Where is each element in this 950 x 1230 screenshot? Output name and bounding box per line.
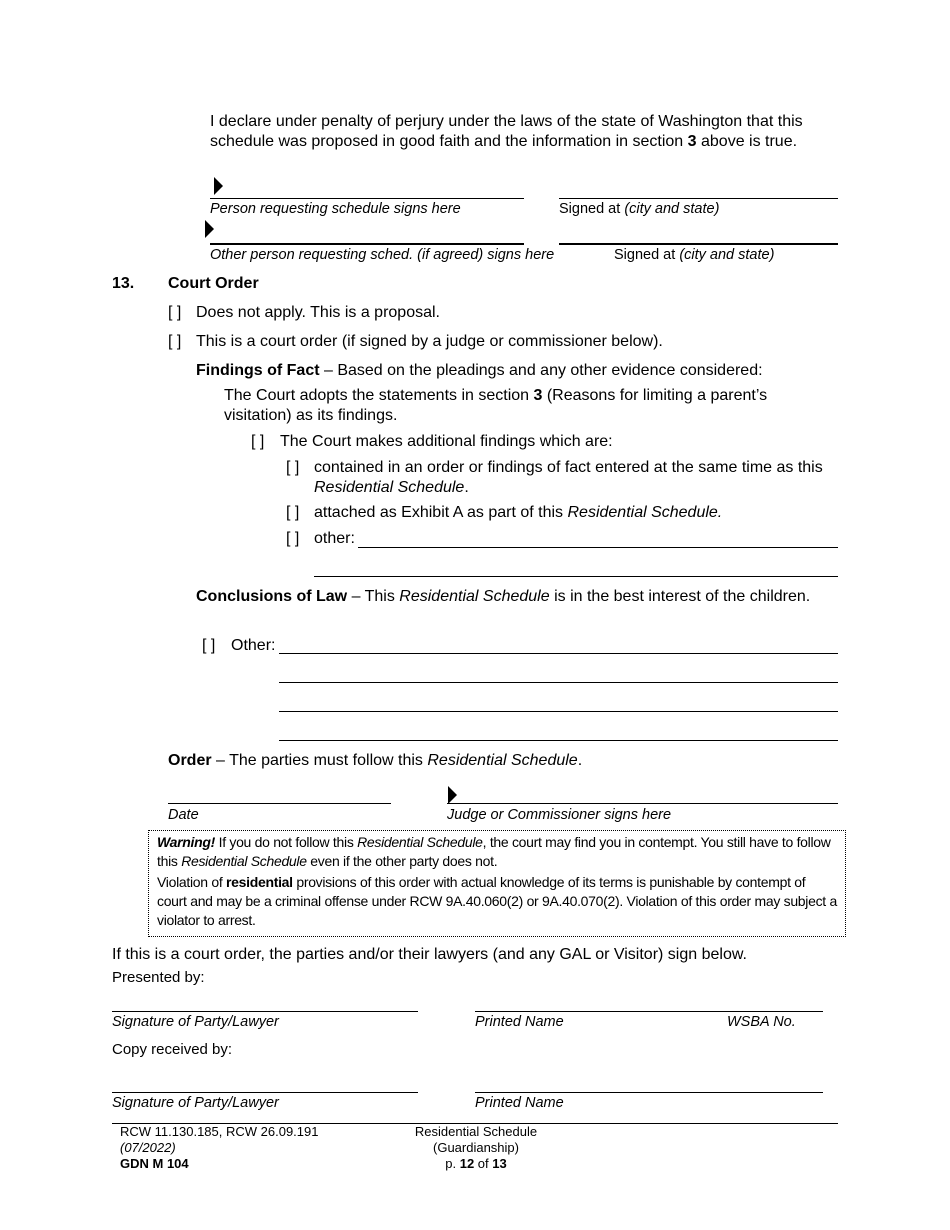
- declaration-text: I declare under penalty of perjury under the laws of the state of Washington that this schedule was proposed in good faith and the information in section 3 above is true.: [210, 113, 803, 150]
- other-signature-line[interactable]: [210, 243, 524, 245]
- checkbox-additional[interactable]: [ ]: [251, 433, 265, 450]
- option-court-order: This is a court order (if signed by a judge or commissioner below).: [196, 333, 663, 350]
- conclusions-line-2[interactable]: [279, 682, 838, 683]
- court-order-intro: If this is a court order, the parties and/or their lawyers (and any GAL or Visitor) sign below.: [112, 946, 747, 963]
- signed-at-line-2[interactable]: [559, 243, 838, 245]
- additional-findings: The Court makes additional findings which are:: [280, 433, 613, 450]
- wsba-label: WSBA No.: [727, 1014, 796, 1030]
- signed-at-label-2: Signed at (city and state): [614, 247, 775, 263]
- warning-violation: Violation of residential provisions of this order with actual knowledge of its terms is punishable by contempt of court and may be a criminal offense under RCW 9A.40.060(2) or 9A.40.070(2). Violation of this order may subject a violator to arrest.: [157, 874, 837, 928]
- judge-sign-arrow-icon: [448, 786, 457, 804]
- checkbox-other[interactable]: [ ]: [286, 530, 300, 547]
- footer-form-number: GDN M 104: [120, 1156, 189, 1171]
- option-contained: contained in an order or findings of fact entered at the same time as this Residential Schedule.: [314, 459, 823, 496]
- option-other-label: other:: [314, 530, 355, 547]
- party-signature-label-2: Signature of Party/Lawyer: [112, 1095, 279, 1111]
- conclusions-line-1[interactable]: [279, 653, 838, 654]
- checkbox-other-conclusions[interactable]: [ ]: [202, 637, 216, 654]
- printed-name-line-2[interactable]: [475, 1092, 823, 1093]
- conclusions-line-4[interactable]: [279, 740, 838, 741]
- section-title: Court Order: [168, 275, 259, 292]
- party-signature-line-2[interactable]: [112, 1092, 418, 1093]
- date-line[interactable]: [168, 803, 391, 804]
- signed-at-line-1[interactable]: [559, 198, 838, 199]
- copy-received-by: Copy received by:: [112, 1041, 233, 1058]
- checkbox-contained[interactable]: [ ]: [286, 459, 300, 476]
- signed-at-label-1: Signed at (city and state): [559, 201, 720, 217]
- footer-left: [120, 1124, 318, 1172]
- checkbox-not-apply[interactable]: [ ]: [168, 304, 182, 321]
- other-conclusions-label: Other:: [231, 637, 276, 654]
- judge-signature-line[interactable]: [447, 803, 838, 804]
- judge-signature-label: Judge or Commissioner signs here: [447, 807, 672, 823]
- person-signature-line[interactable]: [210, 198, 524, 199]
- person-signature-label: Person requesting schedule signs here: [210, 201, 461, 217]
- footer-page: p. 12 of 13: [445, 1156, 507, 1171]
- checkbox-court-order[interactable]: [ ]: [168, 333, 182, 350]
- party-signature-label-1: Signature of Party/Lawyer: [112, 1014, 279, 1030]
- footer-title: Residential Schedule: [414, 1124, 538, 1139]
- warning-contempt: Warning! If you do not follow this Residential Schedule, the court may find you in contempt. You still have to follow this Residential Schedule even if the other party does not.: [157, 834, 831, 869]
- printed-name-label-1: Printed Name: [475, 1014, 564, 1030]
- presented-by: Presented by:: [112, 969, 205, 986]
- option-not-apply: Does not apply. This is a proposal.: [196, 304, 440, 321]
- order-statement: Order – The parties must follow this Residential Schedule.: [168, 752, 583, 769]
- footer-subtitle: (Guardianship): [433, 1140, 519, 1155]
- sign-here-arrow-icon-2: [205, 220, 214, 238]
- findings-heading: Findings of Fact – Based on the pleadings and any other evidence considered:: [196, 362, 763, 379]
- printed-name-label-2: Printed Name: [475, 1095, 564, 1111]
- conclusions-line-3[interactable]: [279, 711, 838, 712]
- date-label: Date: [168, 807, 199, 823]
- printed-name-line-1[interactable]: [475, 1011, 823, 1012]
- warning-box: [148, 830, 846, 937]
- section-number: 13.: [112, 275, 135, 292]
- party-signature-line-1[interactable]: [112, 1011, 418, 1012]
- other-line-2[interactable]: [314, 576, 838, 577]
- sign-here-arrow-icon: [214, 177, 223, 195]
- other-line-1[interactable]: [358, 547, 838, 548]
- footer-date: (07/2022): [120, 1140, 176, 1155]
- other-signature-label: Other person requesting sched. (if agreed) signs here: [210, 247, 555, 263]
- conclusions-of-law: Conclusions of Law – This Residential Schedule is in the best interest of the children.: [196, 588, 811, 605]
- checkbox-attached[interactable]: [ ]: [286, 504, 300, 521]
- footer-center: [376, 1124, 576, 1172]
- option-attached: attached as Exhibit A as part of this Residential Schedule.: [314, 504, 723, 521]
- footer-rcw: RCW 11.130.185, RCW 26.09.191: [120, 1124, 319, 1139]
- adopts-statement: The Court adopts the statements in section 3 (Reasons for limiting a parent’s visitation) as its findings.: [224, 387, 768, 424]
